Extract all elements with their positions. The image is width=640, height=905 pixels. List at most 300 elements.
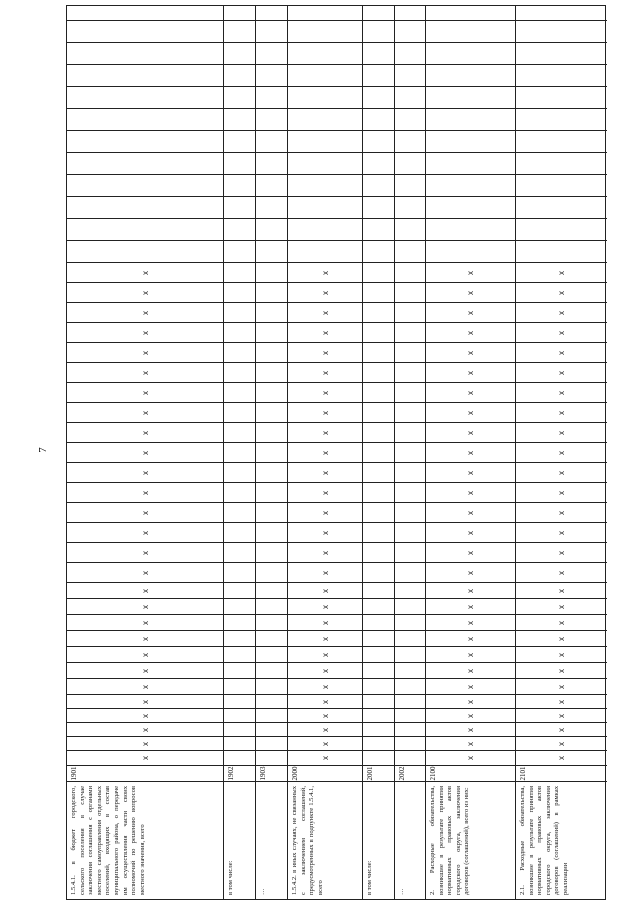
column-divider (363, 282, 394, 283)
column-divider (256, 736, 287, 737)
column-divider (516, 262, 607, 263)
page-number: 7 (37, 447, 49, 453)
column-divider (288, 422, 362, 423)
cross-mark: x (320, 685, 330, 689)
cross-mark: x (140, 669, 150, 673)
column-divider (395, 646, 425, 647)
column-divider (516, 482, 607, 483)
column-divider (516, 462, 607, 463)
column-divider (67, 614, 223, 615)
column-divider (395, 130, 425, 131)
cross-mark: x (466, 728, 475, 732)
column-divider (256, 562, 287, 563)
column-divider (288, 502, 362, 503)
column-divider (288, 614, 362, 615)
cross-mark: x (140, 291, 150, 295)
column-divider (363, 442, 394, 443)
column-divider (67, 422, 223, 423)
cross-mark: x (320, 391, 330, 395)
column-divider (256, 42, 287, 43)
column-divider (256, 662, 287, 663)
column-divider (516, 86, 607, 87)
cross-mark: x (556, 728, 566, 732)
column-divider (516, 562, 607, 563)
column-divider (224, 542, 255, 543)
column-divider (363, 750, 394, 751)
column-divider (224, 750, 255, 751)
column-divider (67, 262, 223, 263)
column-divider (516, 342, 607, 343)
column-divider (395, 598, 425, 599)
cross-mark: x (556, 589, 566, 593)
column-divider (67, 152, 223, 153)
column-divider (224, 42, 255, 43)
column-divider (395, 262, 425, 263)
cross-mark: x (556, 571, 566, 575)
column-divider (363, 402, 394, 403)
column-divider (224, 302, 255, 303)
cross-mark: x (320, 700, 330, 704)
column-divider (256, 708, 287, 709)
column-divider (363, 174, 394, 175)
column-divider (224, 502, 255, 503)
cross-mark: x (320, 621, 330, 625)
column-divider (363, 662, 394, 663)
column-divider (363, 630, 394, 631)
column-divider (363, 322, 394, 323)
column-divider (288, 442, 362, 443)
column-divider (224, 582, 255, 583)
column-divider (395, 322, 425, 323)
cross-mark: x (140, 511, 150, 515)
cross-mark: x (140, 571, 150, 575)
column-divider (67, 108, 223, 109)
column-divider (224, 174, 255, 175)
cross-mark: x (556, 637, 566, 641)
cross-mark: x (556, 351, 566, 355)
column-divider (363, 422, 394, 423)
cross-mark: x (140, 371, 150, 375)
column-divider (516, 694, 607, 695)
column-divider (67, 322, 223, 323)
cross-mark: x (320, 271, 330, 275)
cross-mark: x (140, 271, 150, 275)
column-divider (288, 598, 362, 599)
column-divider (516, 678, 607, 679)
cross-mark: x (466, 685, 475, 689)
column-divider (288, 382, 362, 383)
column-divider (395, 382, 425, 383)
column-divider (256, 196, 287, 197)
column-divider (395, 42, 425, 43)
column-divider (395, 502, 425, 503)
budget-obligations-table (66, 5, 606, 900)
row-code-cell: 1903 (256, 765, 287, 781)
column-divider (363, 708, 394, 709)
cross-mark: x (140, 728, 150, 732)
column-divider (67, 382, 223, 383)
cross-mark: x (556, 551, 566, 555)
column-divider (256, 382, 287, 383)
cross-mark: x (466, 669, 475, 673)
column-divider (224, 240, 255, 241)
column-divider (395, 174, 425, 175)
column-divider (363, 694, 394, 695)
column-divider (67, 240, 223, 241)
column-divider (224, 662, 255, 663)
column-divider (67, 598, 223, 599)
column-divider (256, 442, 287, 443)
column-divider (67, 302, 223, 303)
column-divider (395, 614, 425, 615)
cross-mark: x (556, 451, 566, 455)
cross-mark: x (466, 605, 475, 609)
column-divider (516, 20, 607, 21)
cross-mark: x (556, 411, 566, 415)
column-divider (288, 282, 362, 283)
column-divider (256, 362, 287, 363)
cross-mark: x (140, 531, 150, 535)
column-divider (67, 86, 223, 87)
cross-mark: x (140, 637, 150, 641)
column-divider (426, 678, 515, 679)
column-divider (363, 342, 394, 343)
column-divider (67, 562, 223, 563)
column-divider (224, 108, 255, 109)
row-code-cell: 1901 (67, 765, 223, 781)
column-divider (363, 542, 394, 543)
cross-mark: x (140, 411, 150, 415)
cross-mark: x (140, 714, 150, 718)
column-divider (256, 322, 287, 323)
column-divider (395, 402, 425, 403)
column-divider (516, 662, 607, 663)
column-divider (516, 630, 607, 631)
column-divider (395, 86, 425, 87)
column-divider (426, 630, 515, 631)
column-divider (516, 442, 607, 443)
column-divider (256, 462, 287, 463)
column-divider (426, 42, 515, 43)
cross-mark: x (140, 685, 150, 689)
column-divider (288, 736, 362, 737)
column-divider (395, 302, 425, 303)
column-divider (67, 542, 223, 543)
cross-mark: x (466, 431, 475, 435)
cross-mark: x (466, 756, 475, 760)
column-divider (395, 282, 425, 283)
column-divider (516, 736, 607, 737)
column-divider (288, 86, 362, 87)
column-divider (363, 302, 394, 303)
cross-mark: x (320, 431, 330, 435)
column-divider (363, 614, 394, 615)
cross-mark: x (320, 637, 330, 641)
column-divider (67, 750, 223, 751)
cross-mark: x (320, 371, 330, 375)
cross-mark: x (556, 669, 566, 673)
column-divider (224, 196, 255, 197)
cross-mark: x (320, 742, 330, 746)
cross-mark: x (140, 351, 150, 355)
column-divider (224, 630, 255, 631)
cross-mark: x (140, 756, 150, 760)
column-divider (516, 598, 607, 599)
column-divider (288, 402, 362, 403)
column-divider (426, 240, 515, 241)
column-divider (363, 196, 394, 197)
column-divider (288, 262, 362, 263)
cross-mark: x (556, 291, 566, 295)
table-row (67, 6, 224, 899)
cross-mark: x (320, 605, 330, 609)
column-divider (67, 218, 223, 219)
column-divider (256, 108, 287, 109)
column-divider (67, 722, 223, 723)
column-divider (516, 614, 607, 615)
column-divider (67, 462, 223, 463)
cross-mark: x (320, 291, 330, 295)
column-divider (516, 402, 607, 403)
column-divider (256, 750, 287, 751)
column-divider (516, 522, 607, 523)
table-frame (66, 5, 606, 900)
row-code-cell: 1902 (224, 765, 255, 781)
column-divider (516, 708, 607, 709)
cross-mark: x (140, 589, 150, 593)
column-divider (288, 630, 362, 631)
column-divider (395, 522, 425, 523)
column-divider (224, 462, 255, 463)
column-divider (67, 362, 223, 363)
row-name-cell: 2. Расходные обязательства, возникшие в результате принятия нормативных правовых актов городского округа, заключения договоров (соглашений), всего из них: (426, 781, 515, 899)
column-divider (426, 402, 515, 403)
cross-mark: x (556, 605, 566, 609)
column-divider (363, 262, 394, 263)
column-divider (67, 174, 223, 175)
cross-mark: x (320, 714, 330, 718)
column-divider (224, 362, 255, 363)
column-divider (395, 422, 425, 423)
column-divider (426, 598, 515, 599)
row-code-cell: 2100 (426, 765, 515, 781)
column-divider (426, 196, 515, 197)
cross-mark: x (320, 451, 330, 455)
column-divider (426, 174, 515, 175)
column-divider (426, 382, 515, 383)
column-divider (395, 542, 425, 543)
column-divider (363, 362, 394, 363)
column-divider (288, 562, 362, 563)
row-code-cell: 2000 (288, 765, 362, 781)
column-divider (395, 240, 425, 241)
column-divider (256, 678, 287, 679)
column-divider (426, 708, 515, 709)
column-divider (256, 614, 287, 615)
cross-mark: x (320, 471, 330, 475)
table-row (256, 6, 288, 899)
row-name-cell: 2.1. Расходные обязательства, возникшие в результате принятия нормативных правовых актов городского округа, заключения договоров (соглашений) в рамках реализации (516, 781, 607, 899)
column-divider (426, 130, 515, 131)
column-divider (516, 130, 607, 131)
cross-mark: x (556, 714, 566, 718)
cross-mark: x (466, 511, 475, 515)
column-divider (395, 196, 425, 197)
column-divider (516, 42, 607, 43)
column-divider (426, 562, 515, 563)
cross-mark: x (466, 291, 475, 295)
cross-mark: x (556, 756, 566, 760)
column-divider (67, 502, 223, 503)
column-divider (426, 462, 515, 463)
column-divider (224, 130, 255, 131)
column-divider (363, 130, 394, 131)
column-divider (224, 678, 255, 679)
column-divider (256, 64, 287, 65)
column-divider (67, 130, 223, 131)
column-divider (256, 542, 287, 543)
cross-mark: x (466, 411, 475, 415)
cross-mark: x (466, 551, 475, 555)
column-divider (224, 152, 255, 153)
row-code-cell: 2101 (516, 765, 607, 781)
column-divider (256, 174, 287, 175)
cross-mark: x (140, 451, 150, 455)
table-row (516, 6, 607, 899)
column-divider (426, 750, 515, 751)
column-divider (67, 342, 223, 343)
column-divider (363, 218, 394, 219)
column-divider (426, 442, 515, 443)
cross-mark: x (320, 411, 330, 415)
column-divider (67, 522, 223, 523)
column-divider (516, 502, 607, 503)
column-divider (224, 614, 255, 615)
column-divider (395, 462, 425, 463)
column-divider (395, 582, 425, 583)
column-divider (516, 174, 607, 175)
column-divider (516, 196, 607, 197)
cross-mark: x (320, 511, 330, 515)
column-divider (67, 196, 223, 197)
column-divider (426, 736, 515, 737)
column-divider (363, 562, 394, 563)
column-divider (224, 422, 255, 423)
column-divider (426, 362, 515, 363)
column-divider (426, 694, 515, 695)
column-divider (426, 722, 515, 723)
column-divider (256, 130, 287, 131)
cross-mark: x (466, 351, 475, 355)
cross-mark: x (466, 311, 475, 315)
column-divider (256, 152, 287, 153)
cross-mark: x (466, 621, 475, 625)
column-divider (426, 282, 515, 283)
column-divider (256, 218, 287, 219)
column-divider (256, 630, 287, 631)
column-divider (426, 522, 515, 523)
cross-mark: x (466, 371, 475, 375)
column-divider (516, 722, 607, 723)
cross-mark: x (556, 531, 566, 535)
cross-mark: x (320, 551, 330, 555)
cross-mark: x (320, 491, 330, 495)
column-divider (516, 218, 607, 219)
column-divider (516, 382, 607, 383)
column-divider (288, 662, 362, 663)
column-divider (67, 630, 223, 631)
column-divider (224, 442, 255, 443)
table-row (288, 6, 363, 899)
cross-mark: x (466, 700, 475, 704)
column-divider (426, 646, 515, 647)
column-divider (288, 522, 362, 523)
table-row (395, 6, 426, 899)
column-divider (224, 382, 255, 383)
cross-mark: x (556, 511, 566, 515)
column-divider (256, 240, 287, 241)
cross-mark: x (320, 351, 330, 355)
column-divider (288, 646, 362, 647)
column-divider (256, 262, 287, 263)
cross-mark: x (466, 471, 475, 475)
column-divider (426, 262, 515, 263)
row-name-cell: 1.5.4.2. в иных случаях, не связанных с заключением соглашений, предусмотренных в подпункте 1.5.4.1, всего (288, 781, 362, 899)
cross-mark: x (320, 669, 330, 673)
row-code-cell: 2002 (395, 765, 425, 781)
column-divider (288, 42, 362, 43)
column-divider (426, 582, 515, 583)
cross-mark: x (466, 531, 475, 535)
column-divider (516, 646, 607, 647)
column-divider (224, 694, 255, 695)
column-divider (224, 402, 255, 403)
column-divider (256, 302, 287, 303)
column-divider (224, 218, 255, 219)
column-divider (288, 678, 362, 679)
column-divider (256, 502, 287, 503)
column-divider (363, 598, 394, 599)
cross-mark: x (556, 621, 566, 625)
column-divider (395, 750, 425, 751)
cross-mark: x (556, 685, 566, 689)
row-name-cell: … (256, 781, 287, 899)
row-name-cell: в том числе: (363, 781, 394, 899)
column-divider (426, 502, 515, 503)
cross-mark: x (140, 551, 150, 555)
column-divider (363, 722, 394, 723)
column-divider (256, 342, 287, 343)
column-divider (395, 722, 425, 723)
column-divider (288, 362, 362, 363)
column-divider (224, 20, 255, 21)
column-divider (224, 64, 255, 65)
cross-mark: x (140, 331, 150, 335)
column-divider (224, 482, 255, 483)
column-divider (426, 542, 515, 543)
column-divider (363, 108, 394, 109)
cross-mark: x (140, 431, 150, 435)
column-divider (363, 86, 394, 87)
column-divider (256, 522, 287, 523)
column-divider (363, 20, 394, 21)
column-divider (395, 662, 425, 663)
column-divider (256, 402, 287, 403)
cross-mark: x (320, 571, 330, 575)
cross-mark: x (140, 605, 150, 609)
column-divider (256, 482, 287, 483)
column-divider (224, 86, 255, 87)
